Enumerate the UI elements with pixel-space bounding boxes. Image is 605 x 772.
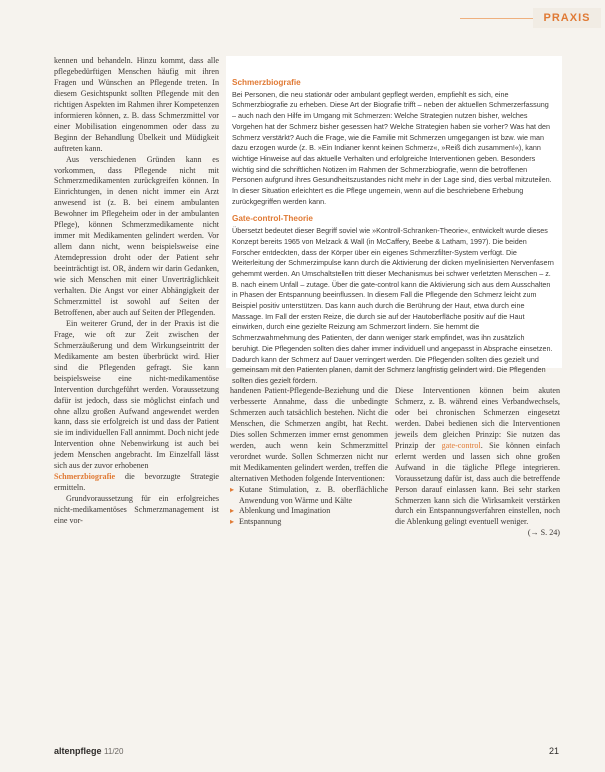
left-paragraph-1: kennen und behandeln. Hinzu kommt, dass alle pflegebedürftigen Menschen häufig mit ihren Fragen und Wünschen an Pflegende treten. In diesem Gesichtspunkt sollten Pflegende mit den richtigen Aspekten im Rahmen ihrer Kompetenzen informieren können, z. B. dass Schmerzmittel vor einer Mobilisation eingenommen oder dass zu Beginn der Behandlung Übelkeit und Müdigkeit auftreten kann. bbox=[54, 56, 219, 153]
left-paragraph-5: Grundvoraussetzung für ein erfolgreiches nicht-medikamentöses Schmerzmanagement ist eine vor- bbox=[54, 494, 219, 526]
box-heading-gate-control: Gate-control-Theorie bbox=[232, 214, 313, 224]
list-item: ▸ Entspannung bbox=[230, 517, 388, 528]
right-text-before: Diese Interventionen können beim akuten Schmerz, z. B. während eines Verbandwechsels, oder bei chronischen Schmerzen eingesetzt werden. Dabei bedienen sich die Interventionen jeweils dem gleichen Prinzip: Sie nutzen das Prinzip der bbox=[395, 386, 560, 450]
left-paragraph-2: Aus verschiedenen Gründen kann es vorkommen, dass Pflegende nicht mit Schmerzmedikamenten zurückgreifen können. In Einrichtungen, in denen nicht immer ein Arzt anwesend ist (z. B. bei einem ambulanten Bewohner im Pflegeheim oder in der ambulanten Pflege), können Schmerzmedikamente nicht immer mit Medikamenten gelindert werden. Vor allem dann nicht, wenn beispielsweise eine Atemdepression droht oder der Patient sehr beeinträchtigt ist. OR, ändern wir darin Gedanken, wie sich Menschen mit einer Unverträglichkeit verhalten. Die Angst vor einer Abhängigkeit der Schmerzmittel ist sowohl auf Seiten der Betroffenen, aber auch auf Seiten der Pflegenden. bbox=[54, 154, 219, 317]
list-item: ▸ Ablenkung und Imagination bbox=[230, 506, 388, 517]
intervention-list bbox=[230, 485, 388, 529]
gate-control-term: gate-control bbox=[441, 440, 481, 450]
box-heading-schmerzbiografie: Schmerzbiografie bbox=[232, 78, 301, 87]
highlight-rest: die bevorzugte Strategie ermitteln. bbox=[54, 472, 219, 493]
left-paragraph-4 bbox=[54, 472, 219, 494]
info-box bbox=[226, 56, 562, 385]
left-column bbox=[54, 56, 219, 527]
journal-name: altenpflege bbox=[54, 746, 102, 756]
issue-number: 11/20 bbox=[104, 747, 124, 756]
box-text-gate-control: Übersetzt bedeutet dieser Begriff soviel wie »Kontroll-Schranken-Theorie«, entwickelt wurde dieses Konzept bereits 1965 von Melzack & Wall (in McCaffery, Beebe & Latham, 1997). Die beiden Forscher entdeckten, dass der Körper über ein eigenes Schmerzfilter-System verfügt. Die Weiterleitung der Schmerzimpulse kann durch die Aktivierung der dicken myelinisierten Nervenfasern gehemmt werden. An Umschaltstellen tritt dieser Mechanismus bei schwer verletzten Menschen – z. B. nach einem Unfall – zutage. Über die gate-control kann die Aktivierung sich aus dem Ausschalten in Phasen der Entspannung beeinflussen. In diesem Fall die Pflegende den Schmerz leicht zum Beispiel positiv unterstützen. Das kann auch durch die Berührung der Haut, etwa durch eine Massage. Im Fall der ersten Reize, die durch sie auf der Hautoberfläche positiv auf die Haut einwirken, durch eine gezielte Reizung am Schmerzort lindern. Sie hemmt die Schmerzwahrnehmung des Patienten, der dann weniger stark empfindet, was ihn zusätzlich beruhigt. Die Pflegenden sollten dies daher immer individuell und angepasst in Absprache einsetzen. Dadurch kann der Schmerz auf Dauer verringert werden. Die Pflegenden sollten dies gezielt und gemeinsam mit den Patienten planen, damit der Schmerz langfristig gelindert wird. Die Pflegenden sollten dies gezielt fördern. bbox=[232, 226, 554, 385]
left-paragraph-3: Ein weiterer Grund, der in der Praxis ist die Frage, wie oft zur Zeit zwischen der Schmerzäußerung und dem Wirkungseintritt der Medikamente am besten überbrückt wird. Hier sind die Pflegenden gefragt. Sie kann beispielsweise eine nicht-medikamentöse Intervention durchgeführt werden. Voraussetzung dafür ist jedoch, dass sie möglichst einfach und ohne allzu großen Aufwand angewendet werden kann, dass sie erfolgreich ist und dass der Patient sie im individuellen Fall annimmt. Doch nicht jede Intervention ohne Nebenwirkung ist auch bei jedem Menschen angebracht. Im Einzelfall lässt sich aus der zuvor erhobenen bbox=[54, 318, 219, 471]
journal-logo bbox=[54, 746, 123, 756]
section-label: PRAXIS bbox=[533, 8, 601, 28]
list-item: ▸ Kutane Stimulation, z. B. oberflächliche Anwendung von Wärme und Kälte bbox=[230, 485, 388, 507]
highlight-term: Schmerzbiografie bbox=[54, 472, 116, 482]
right-text-after: . Sie können einfach erlernt werden und lassen sich ohne großen Aufwand in die tägliche Pflege integrieren. Voraussetzung dafür ist, dass auch die betreffende Person darauf einlassen kann. Bei sehr starken Schmerzen kann sich die Wirksamkeit verstärken durch ein Entspannungsverfahren einstellen, noch die Ablenkung gelingt eventuell weniger. bbox=[395, 440, 560, 527]
box-text-schmerzbiografie: Bei Personen, die neu stationär oder ambulant gepflegt werden, empfiehlt es sich, eine Schmerzbiografie zu erheben. Diese Art der Biografie trifft – neben der aktuellen Schmerzerfassung – auch nach den Hilfe im Umgang mit Schmerzen: Welche Strategien nutzen bisher, welches Vorgehen hat der Schmerz bisher gesessen hat? Welche Strategien haben sie vorher? Was hat den Schmerz verstärkt? Auch die Frage, wie die Familie mit Schmerzen umgegangen ist bzw. wie man dazu erzogen wurde (z. B. »Ein Indianer kennt keinen Schmerz«, »Reiß dich zusammen!«), kann wichtige Hinweise auf das aktuelle Verhalten und erfolgreiche Interventionen geben. Besonders wichtig sind die schriftlichen Notizen im Rahmen der Schmerzbiografie, wenn die betroffenen Personen aufgrund ihres Gesundheitszustandes nicht mehr in der Lage sind, dies verbal mitzuteilen. In dieser Situation erleichtert es die Pflege ungemein, wenn auf die beschriebene Erhebung zurückgegriffen werden kann. bbox=[232, 89, 552, 206]
middle-column bbox=[230, 386, 388, 528]
page-number: 21 bbox=[548, 746, 559, 756]
right-text bbox=[395, 386, 560, 528]
page-reference: (→ S. 24) bbox=[527, 528, 560, 538]
header-rule bbox=[460, 18, 533, 19]
right-column bbox=[395, 386, 560, 539]
middle-text: handenen Patient-Pflegende-Beziehung und die verbesserte Annahme, dass die unbedingte Schmerzen auch tatsächlich bestehen. Nicht die Menschen, die Schmerzen angibt, hat Recht. Dies sollen Schmerzen immer ernst genommen werden, auch wenn kein Schmerzmittel verordnet wurde. Sollen Schmerzen nicht nur mit Medikamenten gelindert werden, treffen die alternativen Methoden folgende Interventionen: bbox=[230, 386, 388, 483]
